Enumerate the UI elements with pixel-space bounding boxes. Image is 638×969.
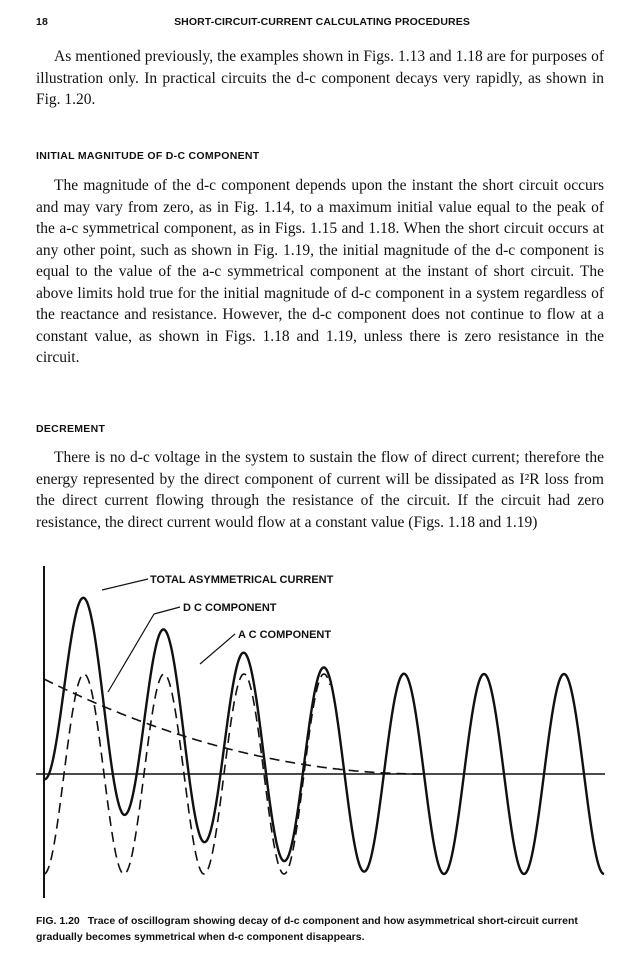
leader-line-ac xyxy=(200,634,235,664)
paragraph-decrement-text: There is no d-c voltage in the system to sustain the flow of direct current; therefore the energy represented by the direct component of current will be dissipated as I²R loss from the direct current flowing through the resistance of the circuit. If the circuit had zero resistance, the direct current would flow at a constant value (Figs. 1.18 and 1.19) xyxy=(36,449,604,531)
label-total-asymmetrical-current: TOTAL ASYMMETRICAL CURRENT xyxy=(150,574,334,586)
page-number: 18 xyxy=(36,16,48,28)
leader-line-total xyxy=(102,579,148,590)
section-heading-decrement: DECREMENT xyxy=(36,423,106,435)
label-dc-component: D C COMPONENT xyxy=(183,602,277,614)
paragraph-decrement xyxy=(36,447,604,533)
paragraph-intro xyxy=(36,46,604,111)
leader-line-dc-drop xyxy=(108,614,154,692)
figure-number: FIG. 1.20 xyxy=(36,915,80,927)
figure-caption xyxy=(36,913,612,945)
paragraph-initial-magnitude xyxy=(36,175,604,369)
paragraph-initial-magnitude-text: The magnitude of the d-c component depends upon the instant the short circuit occurs and may vary from zero, as in Fig. 1.14, to a maximum initial value equal to the peak of the a-c symmetrical component, as in Figs. 1.15 and 1.18. When the short circuit occurs at any other point, such as shown in Fig. 1.19, the initial magnitude of the d-c component is equal to the value of the a-c symmetrical component at the instant of short circuit. The above limits hold true for the initial magnitude of d-c component in a system regardless of the reactance and resistance. However, the d-c component does not continue to flow at a constant value, as shown in Figs. 1.18 and 1.19, unless there is zero resistance in the circuit. xyxy=(36,177,604,366)
running-head xyxy=(36,16,608,34)
dc-component-curve xyxy=(44,679,424,774)
label-ac-component: A C COMPONENT xyxy=(238,629,332,641)
leader-line-dc xyxy=(154,607,180,614)
running-title: SHORT-CIRCUIT-CURRENT CALCULATING PROCEDURES xyxy=(174,16,470,28)
figure-caption-text: Trace of oscillogram showing decay of d-c component and how asymmetrical short-circuit current gradually becomes symmetrical when d-c component disappears. xyxy=(36,915,578,943)
oscillogram-figure xyxy=(30,552,610,912)
section-heading-initial-magnitude: INITIAL MAGNITUDE OF D-C COMPONENT xyxy=(36,150,260,162)
oscillogram-svg xyxy=(30,552,610,912)
paragraph-intro-text: As mentioned previously, the examples shown in Figs. 1.13 and 1.18 are for purposes of illustration only. In practical circuits the d-c component decays very rapidly, as shown in Fig. 1.20. xyxy=(36,48,604,108)
